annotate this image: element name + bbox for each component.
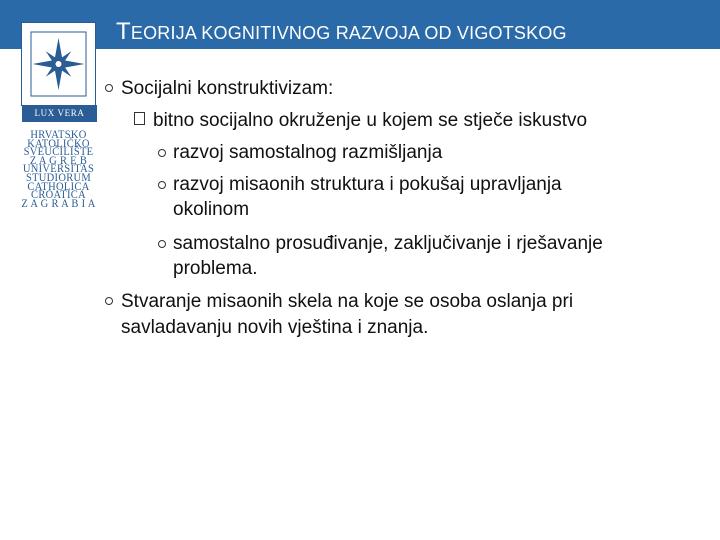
bullet-ring-icon [105, 291, 113, 313]
logo-line: HRVATSKO [30, 129, 87, 142]
logo-line: Z A G R E B [29, 155, 88, 168]
bullet-ring-icon [158, 234, 166, 256]
bullet-ring-icon [158, 175, 166, 197]
sub-sub-bullet-item: samostalno prosuđivanje, zaključivanje i rješavanje [173, 233, 603, 254]
bullet-item: Socijalni konstruktivizam: [121, 78, 334, 99]
bullet-ring-icon [105, 78, 113, 100]
logo-line: SVEUČILIŠTE [23, 146, 94, 159]
sub-sub-bullet-continuation: okolinom [173, 199, 250, 220]
bullet-item: Stvaranje misaonih skela na koje se osoba oslanja pri [121, 291, 574, 312]
bullet-ring-icon [158, 143, 166, 165]
logo-line: CROATICA [31, 189, 86, 202]
logo-line: Z A G R A B I A [21, 198, 96, 210]
sub-sub-bullet-item: razvoj misaonih struktura i pokušaj upravljanja [173, 174, 562, 195]
logo-line: CATHOLICA [27, 181, 90, 193]
sub-sub-bullet-item: razvoj samostalnog razmišljanja [173, 142, 443, 163]
sub-sub-bullet-continuation: problema. [173, 258, 258, 279]
logo-line: KATOLIČKO [27, 138, 90, 150]
bullet-square-icon [134, 111, 145, 133]
logo-line: UNIVERSITAS [22, 164, 95, 176]
logo-motto: LUX VERA [22, 105, 97, 122]
bullet-continuation: savladavanju novih vještina i znanja. [121, 317, 429, 338]
title-first-letter: T [116, 18, 131, 45]
title-rest: EORIJA KOGNITIVNOG RAZVOJA OD VIGOTSKOG [130, 23, 567, 43]
logo-line: STUDIORUM [25, 172, 92, 185]
sub-bullet-item: bitno socijalno okruženje u kojem se stječe iskustvo [153, 110, 588, 131]
